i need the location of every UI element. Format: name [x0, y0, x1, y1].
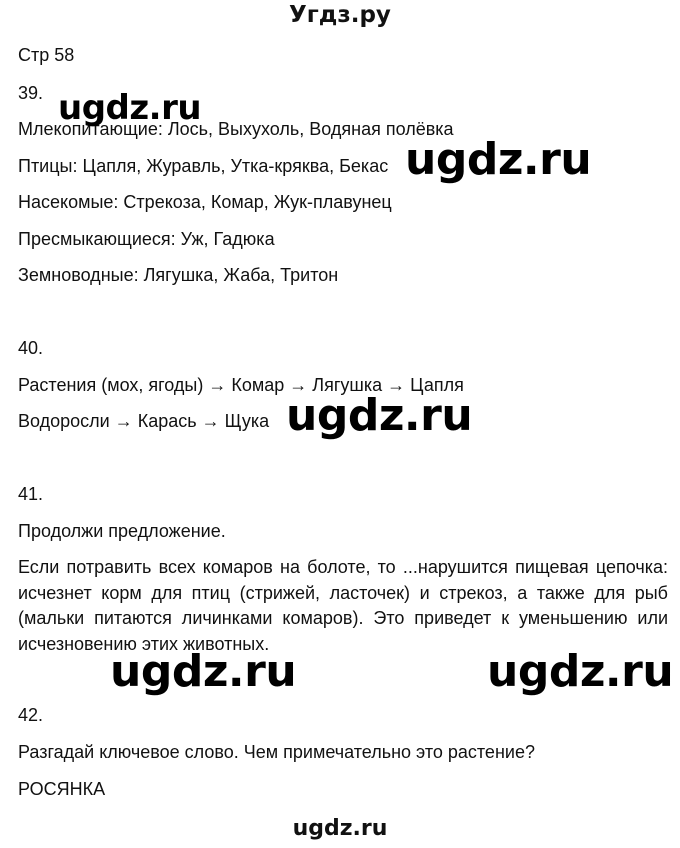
- footer-site: ugdz.ru: [292, 816, 388, 841]
- task-40-number: 40.: [18, 338, 44, 358]
- site-title: Угдз.ру: [289, 2, 391, 28]
- task-40-chain-2: Водоросли → Карась → Щука: [18, 411, 270, 431]
- watermark: ugdz.ru: [110, 646, 297, 697]
- task-39-line-insects: Насекомые: Стрекоза, Комар, Жук-плавунец: [18, 192, 392, 212]
- task-39-line-reptiles: Пресмыкающиеся: Уж, Гадюка: [18, 229, 275, 249]
- watermark: ugdz.ru: [487, 646, 674, 697]
- task-41-prompt: Продолжи предложение.: [18, 521, 226, 541]
- watermark: ugdz.ru: [286, 390, 473, 441]
- task-39-line-amphibians: Земноводные: Лягушка, Жаба, Тритон: [18, 265, 339, 285]
- task-41-answer: Если потравить всех комаров на болоте, то ...нарушится пищевая цепочка: исчезнет корм для птиц (стрижей, ласточек) и стрекоз, а также для рыб (мальки питаются личинками комаров). Это приведет к уменьшению или исчезновению этих животных.: [18, 557, 668, 654]
- task-41-number: 41.: [18, 484, 44, 504]
- task-39-line-birds: Птицы: Цапля, Журавль, Утка-кряква, Бекас: [18, 156, 389, 176]
- task-42-number: 42.: [18, 705, 44, 725]
- task-39-line-mammals: Млекопитающие: Лось, Выхухоль, Водяная полёвка: [18, 119, 454, 139]
- task-42-prompt: Разгадай ключевое слово. Чем примечательно это растение?: [18, 742, 535, 762]
- task-42-answer: РОСЯНКА: [18, 779, 106, 799]
- task-40-chain-1: Растения (мох, ягоды) → Комар → Лягушка → Цапля: [18, 375, 464, 395]
- task-39-number: 39.: [18, 83, 44, 103]
- watermark: ugdz.ru: [58, 88, 202, 128]
- page-label: Стр 58: [18, 45, 75, 65]
- watermark: ugdz.ru: [405, 134, 592, 185]
